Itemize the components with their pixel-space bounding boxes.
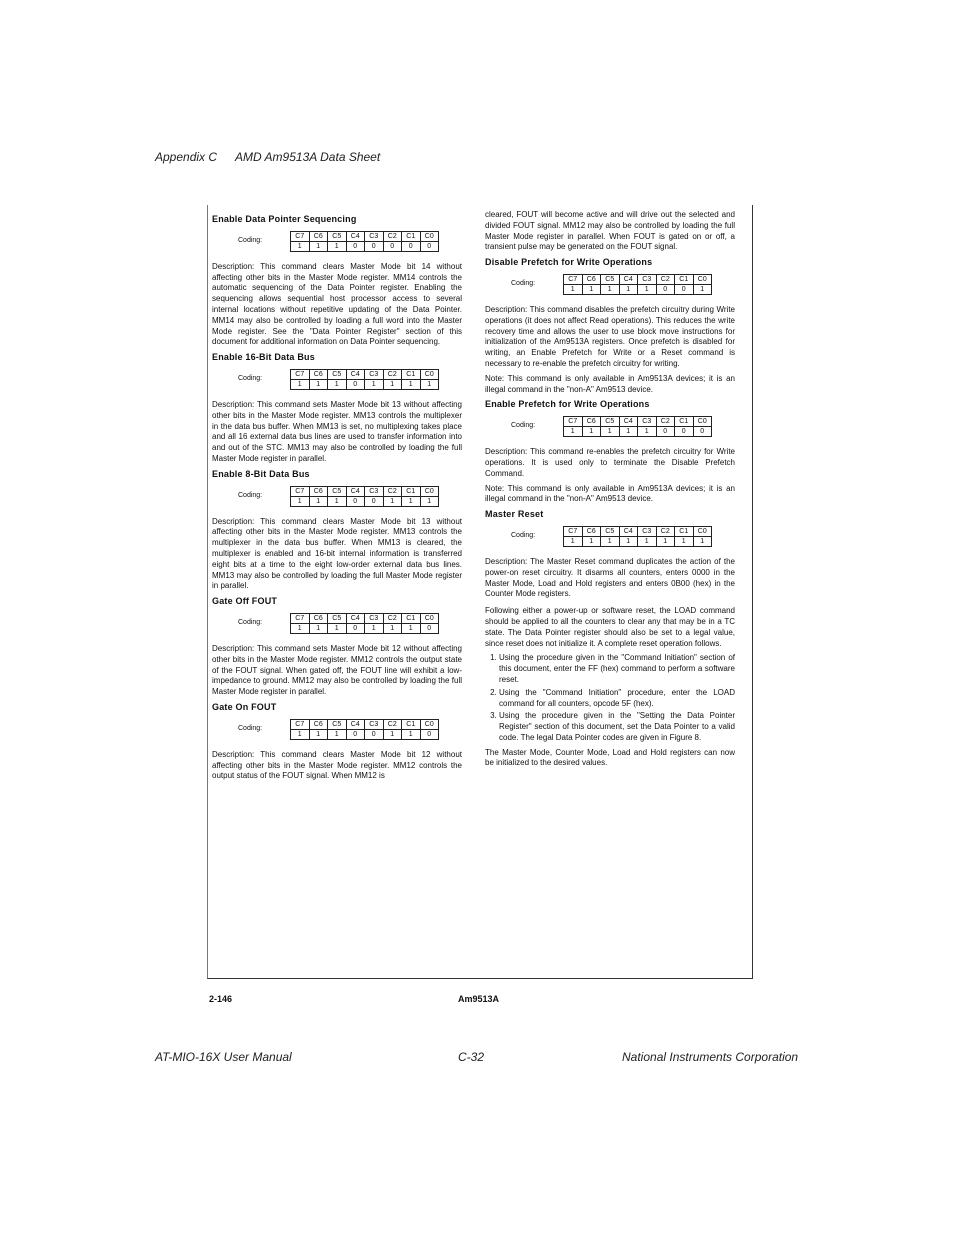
- coding-header-cell: C6: [582, 274, 601, 284]
- coding-header-row: [564, 274, 712, 284]
- section-title: Enable 8-Bit Data Bus: [212, 468, 310, 479]
- coding-bit-cell: 0: [675, 284, 694, 294]
- coding-header-cell: C1: [402, 231, 421, 241]
- section-description: Description: This command re-enables the prefetch circuitry for Write operations. It is used only to terminate the Disable Prefetch Command.: [485, 447, 735, 478]
- coding-bit-cell: 1: [383, 379, 402, 389]
- coding-header-cell: C2: [383, 486, 402, 496]
- footer-company: National Instruments Corporation: [622, 1050, 799, 1064]
- coding-label: Coding:: [511, 532, 536, 540]
- footer-page-number: C-32: [458, 1050, 485, 1064]
- coding-bit-cell: 0: [693, 427, 712, 437]
- coding-bit-row: [564, 427, 712, 437]
- coding-bit-cell: 1: [309, 496, 328, 506]
- coding-header-cell: C1: [675, 526, 694, 536]
- coding-bit-cell: 0: [365, 496, 384, 506]
- coding-bit-row: [291, 496, 439, 506]
- coding-bit-cell: 1: [619, 427, 638, 437]
- coding-bit-cell: 1: [564, 536, 583, 546]
- coding-bit-cell: 0: [420, 623, 439, 633]
- coding-bit-cell: 0: [346, 496, 365, 506]
- coding-bit-cell: 1: [420, 496, 439, 506]
- coding-bit-cell: 1: [383, 623, 402, 633]
- coding-bit-row: [564, 284, 712, 294]
- section-description: Description: This command sets Master Mode bit 13 without affecting other bits in the Master Mode register. MM13 controls the multiplexer in the data bus buffer. When MM13 is set, no multiplexing takes place and all 16 external data bus lines are used to transfer information into and out of the STC. MM13 may also be controlled by loading the full Master Mode register in parallel.: [212, 399, 462, 463]
- coding-header-cell: C0: [420, 613, 439, 623]
- section-description: Description: This command clears Master Mode bit 12 without affecting other bits in the Master Mode register. MM12 controls the output status of the FOUT signal. When MM12 is: [212, 749, 462, 781]
- coding-header-cell: C1: [675, 417, 694, 427]
- coding-bit-cell: 1: [675, 536, 694, 546]
- coding-header-cell: C4: [346, 486, 365, 496]
- coding-header-cell: C7: [564, 417, 583, 427]
- coding-header-cell: C7: [291, 486, 310, 496]
- coding-bit-cell: 1: [328, 496, 347, 506]
- coding-header-cell: C5: [328, 719, 347, 729]
- coding-bit-row: [291, 241, 439, 251]
- closing-paragraph: The Master Mode, Counter Mode, Load and Hold registers can now be initialized to the desired values.: [485, 747, 735, 768]
- coding-header-cell: C7: [291, 613, 310, 623]
- coding-header-cell: C1: [402, 486, 421, 496]
- coding-header-cell: C6: [309, 719, 328, 729]
- coding-bit-row: [564, 536, 712, 546]
- coding-bit-cell: 0: [656, 427, 675, 437]
- coding-header-row: [291, 231, 439, 241]
- coding-bit-cell: 0: [675, 427, 694, 437]
- section-title: Master Reset: [485, 509, 544, 520]
- coding-bit-cell: 0: [365, 241, 384, 251]
- section-title: Enable Prefetch for Write Operations: [485, 399, 650, 410]
- coding-header-cell: C7: [564, 526, 583, 536]
- coding-header-cell: C4: [619, 417, 638, 427]
- coding-table: [290, 613, 439, 634]
- coding-bit-cell: 0: [420, 241, 439, 251]
- section-note: Note: This command is only available in Am9513A devices; it is an illegal command in the "non-A" Am9513 device.: [485, 483, 735, 504]
- coding-bit-cell: 1: [309, 729, 328, 739]
- coding-bit-cell: 1: [638, 284, 657, 294]
- coding-bit-cell: 1: [291, 241, 310, 251]
- coding-block: [511, 274, 735, 295]
- coding-bit-cell: 1: [328, 379, 347, 389]
- coding-header-cell: C0: [420, 231, 439, 241]
- scan-chip-name: Am9513A: [458, 994, 500, 1004]
- coding-header-cell: C5: [601, 274, 620, 284]
- section-description: Description: The Master Reset command duplicates the action of the power-on reset circuitry. It disarms all counters, enters 0000 in the Master Mode, Load and Hold registers and enters 0B00 (hex) in the Counter Mode registers.: [485, 556, 735, 599]
- coding-header-cell: C4: [346, 369, 365, 379]
- coding-header-cell: C7: [291, 231, 310, 241]
- coding-header-cell: C2: [383, 369, 402, 379]
- coding-bit-cell: 1: [601, 284, 620, 294]
- coding-header-cell: C7: [564, 274, 583, 284]
- coding-bit-cell: 1: [328, 241, 347, 251]
- coding-header-cell: C6: [582, 526, 601, 536]
- section-title: Enable 16-Bit Data Bus: [212, 352, 315, 363]
- header-section: Appendix C: [155, 150, 218, 164]
- coding-bit-cell: 1: [420, 379, 439, 389]
- coding-bit-cell: 1: [383, 729, 402, 739]
- coding-bit-cell: 0: [656, 284, 675, 294]
- section-description: Description: This command sets Master Mode bit 12 without affecting other bits in the Master Mode register. MM12 controls the output state of the FOUT signal. When gated off, the FOUT line will exhibit a low-impedance to ground. MM12 may also be controlled by loading the full Master Mode register in parallel.: [212, 643, 462, 697]
- coding-header-cell: C4: [346, 719, 365, 729]
- coding-block: [511, 416, 735, 437]
- section-title: Gate Off FOUT: [212, 596, 278, 607]
- coding-table: [290, 719, 439, 740]
- coding-bit-cell: 0: [346, 241, 365, 251]
- coding-label: Coding:: [238, 724, 263, 732]
- coding-bit-cell: 1: [564, 427, 583, 437]
- reset-step: 2. Using the "Command Initiation" procedure, enter the LOAD command for all counters, opcode 5F (hex).: [499, 688, 735, 710]
- coding-header-cell: C3: [365, 369, 384, 379]
- coding-header-cell: C1: [402, 719, 421, 729]
- right-column: [485, 210, 735, 773]
- coding-bit-cell: 1: [328, 729, 347, 739]
- coding-header-cell: C4: [619, 274, 638, 284]
- coding-header-cell: C3: [365, 231, 384, 241]
- coding-label: Coding:: [238, 375, 263, 383]
- coding-label: Coding:: [238, 491, 263, 499]
- coding-table: [290, 486, 439, 507]
- coding-header-cell: C0: [693, 526, 712, 536]
- coding-bit-cell: 1: [291, 496, 310, 506]
- coding-bit-cell: 1: [365, 379, 384, 389]
- coding-bit-cell: 1: [383, 496, 402, 506]
- coding-table: [563, 416, 712, 437]
- coding-bit-cell: 1: [638, 536, 657, 546]
- coding-header-cell: C1: [675, 274, 694, 284]
- coding-header-cell: C1: [402, 613, 421, 623]
- coding-bit-cell: 1: [402, 729, 421, 739]
- coding-bit-cell: 0: [346, 379, 365, 389]
- coding-block: [238, 369, 462, 390]
- section-description: Description: This command disables the prefetch circuitry during Write operations (it does not affect Read operations). This reduces the write recovery time and allows the user to use block move instructions for initialization of the Am9513A registers. Once prefetch is disabled for writing, an Enable Prefetch for Write or a Reset command is necessary to re-enable the prefetch circuitry for writing.: [485, 304, 735, 368]
- coding-bit-cell: 1: [582, 284, 601, 294]
- coding-header-cell: C2: [383, 613, 402, 623]
- coding-bit-row: [291, 729, 439, 739]
- reset-paragraph: Following either a power-up or software reset, the LOAD command should be applied to all the counters to clear any that may be in a TC state. The Data Pointer register should also be set to a legal value, since reset does not initialize it. A complete reset operation follows.: [485, 606, 735, 648]
- coding-header-cell: C2: [656, 274, 675, 284]
- right-section: [485, 399, 735, 505]
- reset-step: 1. Using the procedure given in the "Command Initiation" section of this document, enter the FF (hex) command to perform a software reset.: [499, 653, 735, 685]
- coding-header-row: [291, 369, 439, 379]
- coding-bit-cell: 0: [383, 241, 402, 251]
- coding-header-cell: C0: [420, 719, 439, 729]
- coding-header-cell: C4: [346, 613, 365, 623]
- left-section: [212, 702, 462, 782]
- coding-bit-cell: 0: [420, 729, 439, 739]
- coding-block: [238, 719, 462, 740]
- coding-header-cell: C0: [693, 417, 712, 427]
- coding-bit-cell: 1: [564, 284, 583, 294]
- coding-header-cell: C6: [309, 231, 328, 241]
- coding-header-cell: C6: [309, 369, 328, 379]
- coding-header-cell: C2: [656, 526, 675, 536]
- section-title: Disable Prefetch for Write Operations: [485, 257, 653, 268]
- coding-header-cell: C2: [383, 719, 402, 729]
- coding-bit-cell: 1: [601, 427, 620, 437]
- section-title: Enable Data Pointer Sequencing: [212, 214, 357, 224]
- coding-block: [238, 613, 462, 634]
- coding-header-cell: C3: [365, 719, 384, 729]
- coding-bit-cell: 1: [291, 623, 310, 633]
- coding-label: Coding:: [511, 280, 536, 288]
- coding-header-cell: C6: [309, 486, 328, 496]
- coding-bit-cell: 1: [582, 427, 601, 437]
- coding-bit-cell: 1: [402, 496, 421, 506]
- coding-table: [563, 274, 712, 295]
- right-section: [485, 257, 735, 395]
- coding-header-cell: C3: [638, 417, 657, 427]
- footer-manual-title: AT-MIO-16X User Manual: [155, 1050, 292, 1064]
- coding-header-row: [564, 526, 712, 536]
- coding-header-cell: C7: [291, 369, 310, 379]
- coding-bit-cell: 1: [693, 284, 712, 294]
- coding-bit-cell: 1: [619, 284, 638, 294]
- section-title: Gate On FOUT: [212, 701, 277, 712]
- coding-header-cell: C2: [656, 417, 675, 427]
- coding-header-cell: C5: [601, 526, 620, 536]
- coding-header-row: [291, 486, 439, 496]
- reset-steps-list: [485, 653, 735, 743]
- coding-header-cell: C5: [328, 369, 347, 379]
- coding-bit-cell: 1: [601, 536, 620, 546]
- coding-header-cell: C5: [328, 613, 347, 623]
- coding-header-cell: C5: [328, 486, 347, 496]
- coding-bit-cell: 1: [402, 623, 421, 633]
- coding-header-row: [564, 417, 712, 427]
- coding-bit-cell: 0: [346, 729, 365, 739]
- coding-table: [290, 369, 439, 390]
- coding-bit-cell: 1: [365, 623, 384, 633]
- fout-continued-text: cleared, FOUT will become active and will drive out the selected and divided FOUT signal. MM12 may also be controlled by loading the full Master Mode register in parallel. When FOUT is gated on or off, a transient pulse may be generated on the FOUT signal.: [485, 210, 735, 252]
- left-section: [212, 214, 462, 348]
- right-section: [485, 509, 735, 600]
- coding-bit-row: [291, 379, 439, 389]
- coding-block: [511, 526, 735, 547]
- coding-bit-cell: 1: [309, 241, 328, 251]
- coding-table: [563, 526, 712, 547]
- coding-label: Coding:: [511, 422, 536, 430]
- coding-block: [238, 486, 462, 507]
- right-sections: [485, 257, 735, 600]
- coding-header-cell: C0: [420, 369, 439, 379]
- coding-bit-cell: 1: [309, 379, 328, 389]
- coding-bit-row: [291, 623, 439, 633]
- coding-table: [290, 231, 439, 252]
- section-description: Description: This command clears Master Mode bit 14 without affecting other bits in the Master Mode register. MM14 controls the automatic sequencing of the Data Pointer register. Enabling the sequencing allows sequential host processor access to several internal locations without repetitive updating of the Data Pointer. MM14 may also be controlled by loading a full word into the Master Mode register. See the "Data Pointer Register" section of this document for additional information on Data Pointer sequencing.: [212, 261, 462, 347]
- coding-bit-cell: 1: [582, 536, 601, 546]
- left-column: [212, 212, 462, 786]
- section-note: Note: This command is only available in Am9513A devices; it is an illegal command in the "non-A" Am9513 device.: [485, 373, 735, 394]
- reset-step: 3. Using the procedure given in the "Setting the Data Pointer Register" section of this document, set the Data Pointer to a valid code. The legal Data Pointer codes are given in Figure 8.: [499, 711, 735, 743]
- coding-bit-cell: 1: [291, 729, 310, 739]
- coding-label: Coding:: [238, 619, 263, 627]
- coding-bit-cell: 1: [619, 536, 638, 546]
- coding-header-cell: C7: [291, 719, 310, 729]
- coding-bit-cell: 1: [656, 536, 675, 546]
- coding-header-cell: C6: [309, 613, 328, 623]
- coding-header-cell: C3: [365, 613, 384, 623]
- coding-label: Coding:: [238, 236, 263, 244]
- coding-bit-cell: 1: [638, 427, 657, 437]
- header-title: AMD Am9513A Data Sheet: [235, 150, 381, 164]
- coding-block: [238, 231, 462, 252]
- coding-bit-cell: 0: [365, 729, 384, 739]
- coding-header-cell: C4: [346, 231, 365, 241]
- coding-header-cell: C4: [619, 526, 638, 536]
- coding-header-cell: C1: [402, 369, 421, 379]
- coding-bit-cell: 1: [693, 536, 712, 546]
- left-section: [212, 469, 462, 592]
- coding-header-cell: C5: [601, 417, 620, 427]
- coding-header-cell: C2: [383, 231, 402, 241]
- scan-page-number: 2-146: [209, 994, 233, 1004]
- coding-bit-cell: 1: [402, 379, 421, 389]
- coding-header-cell: C0: [420, 486, 439, 496]
- coding-header-cell: C0: [693, 274, 712, 284]
- coding-bit-cell: 0: [402, 241, 421, 251]
- coding-header-row: [291, 613, 439, 623]
- coding-bit-cell: 0: [346, 623, 365, 633]
- left-section: [212, 352, 462, 465]
- coding-header-cell: C3: [638, 526, 657, 536]
- coding-bit-cell: 1: [328, 623, 347, 633]
- section-description: Description: This command clears Master Mode bit 13 without affecting other bits in the Master Mode register. MM13 controls the multiplexer in the data bus buffer. When MM13 is cleared, the multiplexer is enabled and 16-bit internal information is transferred eight bits at a time to the eight low-order external data bus lines. MM13 may also be controlled by loading the full Master Mode register in parallel.: [212, 516, 462, 591]
- coding-header-cell: C3: [365, 486, 384, 496]
- left-section: [212, 596, 462, 698]
- coding-header-row: [291, 719, 439, 729]
- coding-header-cell: C6: [582, 417, 601, 427]
- coding-header-cell: C3: [638, 274, 657, 284]
- coding-header-cell: C5: [328, 231, 347, 241]
- coding-bit-cell: 1: [291, 379, 310, 389]
- coding-bit-cell: 1: [309, 623, 328, 633]
